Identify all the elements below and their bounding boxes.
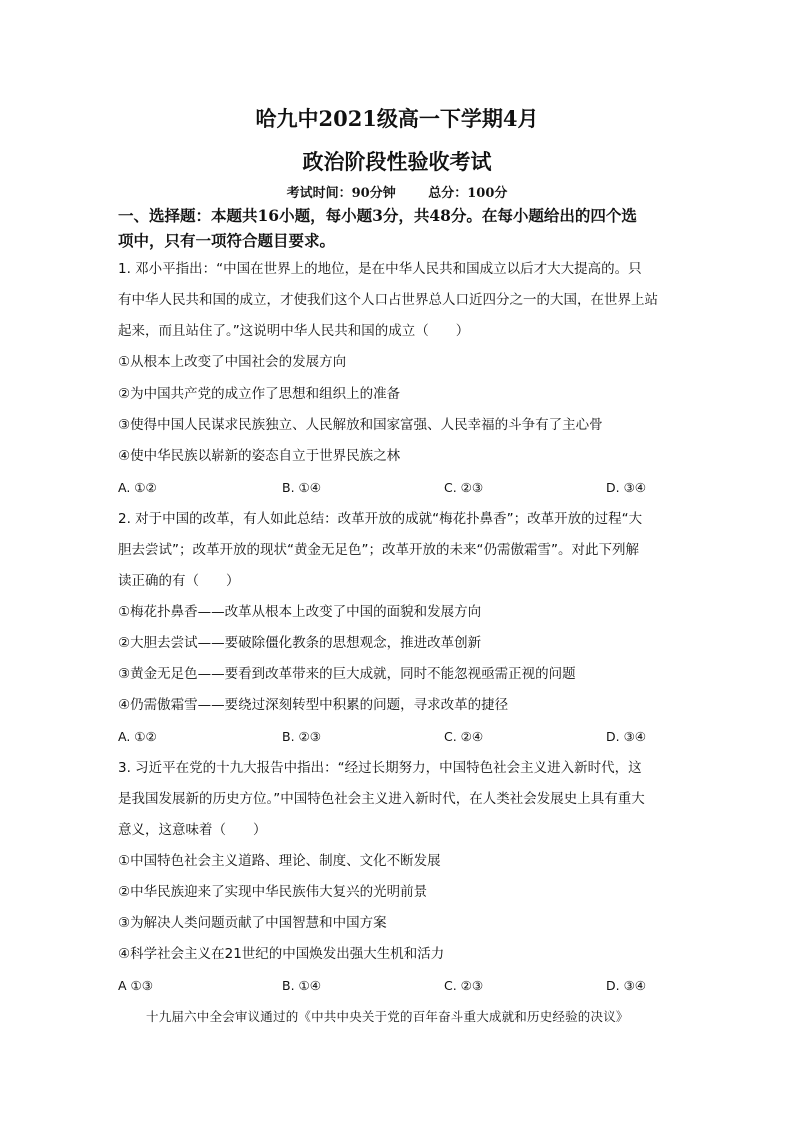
- question-1-stem-line-2: 有中华人民共和国的成立，才使我们这个人口占世界总人口近四分之一的大国，在世界上站: [118, 292, 658, 308]
- option-b[interactable]: B. ①④: [282, 978, 321, 993]
- section-heading-line2: 项中，只有一项符合题目要求。: [118, 231, 336, 250]
- option-a[interactable]: A ①③: [118, 978, 153, 993]
- question-1-statement-1: ①从根本上改变了中国社会的发展方向: [118, 354, 347, 370]
- question-2-statement-4: ④仍需傲霜雪——要绕过深刻转型中积累的问题，寻求改革的捷径: [118, 697, 509, 713]
- option-b[interactable]: B. ①④: [282, 480, 321, 495]
- option-c[interactable]: C. ②③: [444, 480, 484, 495]
- question-1-statement-3: ③使得中国人民谋求民族独立、人民解放和国家富强、人民幸福的斗争有了主心骨: [118, 417, 603, 433]
- question-3-statement-2: ②中华民族迎来了实现中华民族伟大复兴的光明前景: [118, 884, 428, 900]
- question-1-statement-4: ④使中华民族以崭新的姿态自立于世界民族之林: [118, 448, 401, 464]
- question-3-statement-3: ③为解决人类问题贡献了中国智慧和中国方案: [118, 915, 387, 931]
- question-2-statement-3: ③黄金无足色——要看到改革带来的巨大成就，同时不能忽视亟需正视的问题: [118, 666, 576, 682]
- question-2-stem-line-2: 胆去尝试”；改革开放的现状“黄金无足色”；改革开放的未来“仍需傲霜雪”。对此下列解: [118, 542, 639, 558]
- option-c[interactable]: C. ②③: [444, 978, 484, 993]
- question-3-statement-1: ①中国特色社会主义道路、理论、制度、文化不断发展: [118, 853, 441, 869]
- exam-meta: [0, 182, 794, 201]
- question-2-statement-2: ②大胆去尝试——要破除僵化教条的思想观念，推进改革创新: [118, 635, 482, 651]
- question-1-stem-line-1: 1. 邓小平指出：“中国在世界上的地位，是在中华人民共和国成立以后才大大提高的。只: [118, 261, 642, 277]
- question-3-stem-line-2: 是我国发展新的历史方位。”中国特色社会主义进入新时代，在人类社会发展史上具有重大: [118, 791, 645, 807]
- footer-note: 十九届六中全会审议通过的《中共中央关于党的百年奋斗重大成就和历史经验的决议》: [146, 1009, 629, 1024]
- exam-subtitle: 政治阶段性验收考试: [302, 149, 492, 174]
- question-3-stem-line-3: 意义，这意味着（ ）: [118, 822, 267, 838]
- question-2-stem-line-1: 2. 对于中国的改革，有人如此总结：改革开放的成就“梅花扑鼻香”；改革开放的过程“大: [118, 511, 643, 527]
- option-d[interactable]: D. ③④: [606, 978, 646, 993]
- option-d[interactable]: D. ③④: [606, 729, 646, 744]
- option-d[interactable]: D. ③④: [606, 480, 646, 495]
- option-c[interactable]: C. ②④: [444, 729, 484, 744]
- question-1-stem-line-3: 起来，而且站住了。”这说明中华人民共和国的成立（ ）: [118, 323, 470, 339]
- section-heading-line1: 一、选择题：本题共16小题，每小题3分，共48分。在每小题给出的四个选: [118, 206, 637, 225]
- question-2-stem-line-3: 读正确的有（ ）: [118, 573, 240, 589]
- exam-time: 考试时间：90分钟: [286, 186, 396, 201]
- exam-title: 哈九中2021级高一下学期4月: [255, 106, 539, 131]
- question-3-stem-line-1: 3. 习近平在党的十九大报告中指出：“经过长期努力，中国特色社会主义进入新时代，这: [118, 760, 642, 776]
- option-b[interactable]: B. ②③: [282, 729, 321, 744]
- question-1-statement-2: ②为中国共产党的成立作了思想和组织上的准备: [118, 386, 401, 402]
- total-score: 总分：100分: [428, 186, 508, 201]
- question-3-statement-4: ④科学社会主义在21世纪的中国焕发出强大生机和活力: [118, 946, 445, 962]
- option-a[interactable]: A. ①②: [118, 729, 157, 744]
- question-2-statement-1: ①梅花扑鼻香——改革从根本上改变了中国的面貌和发展方向: [118, 604, 482, 620]
- option-a[interactable]: A. ①②: [118, 480, 157, 495]
